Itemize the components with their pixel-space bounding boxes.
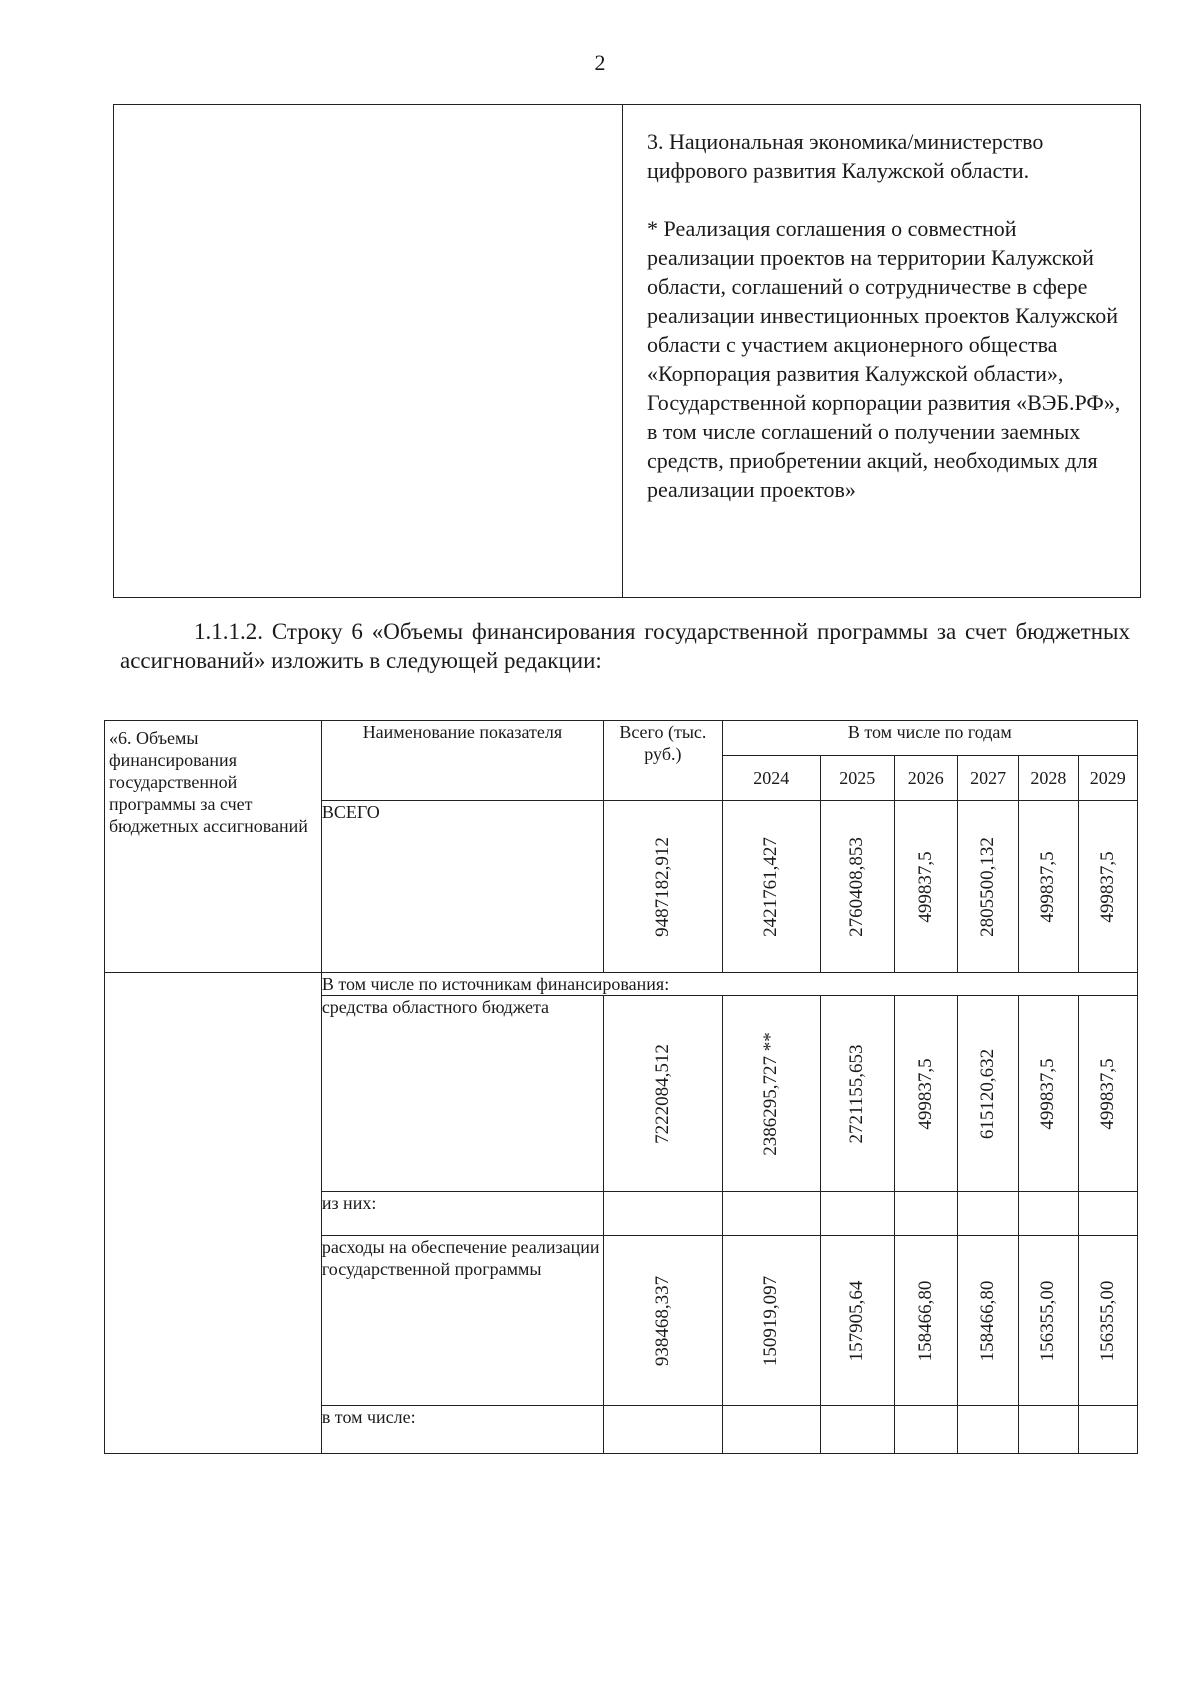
row-by-source: В том числе по источникам финансирования: bbox=[321, 973, 1137, 996]
cell-regional-2026: 499837,5 bbox=[894, 996, 957, 1192]
outer-label: «6. Объемы финансирования государственной программы за счет бюджетных ассигнований bbox=[105, 721, 322, 973]
cell-empty bbox=[957, 1192, 1018, 1236]
cell-regional-2025: 2721155,653 bbox=[820, 996, 894, 1192]
year-2024: 2024 bbox=[722, 756, 820, 801]
cell-total-2026: 499837,5 bbox=[894, 801, 957, 973]
header-total: Всего (тыс. руб.) bbox=[604, 721, 723, 801]
row-label-support-expenses: расходы на обеспечение реализации государственной программы bbox=[321, 1236, 603, 1406]
cell-empty bbox=[820, 1406, 894, 1454]
cell-regional-2028: 499837,5 bbox=[1019, 996, 1078, 1192]
cell-empty bbox=[820, 1192, 894, 1236]
header-indicator-name: Наименование показателя bbox=[321, 721, 603, 801]
cell-empty bbox=[604, 1192, 723, 1236]
top-table bbox=[113, 104, 1141, 598]
cell-regional-sum: 7222084,512 bbox=[604, 996, 723, 1192]
top-table-right-cell bbox=[623, 105, 1141, 598]
cell-empty bbox=[957, 1406, 1018, 1454]
cell-total-2025: 2760408,853 bbox=[820, 801, 894, 973]
amendment-text: 1.1.1.2. Строку 6 «Объемы финансирования государственной программы за счет бюджетных ассигнований» изложить в следующей редакции: bbox=[120, 619, 1130, 673]
cell-regional-2029: 499837,5 bbox=[1078, 996, 1137, 1192]
cell-empty bbox=[1078, 1406, 1137, 1454]
cell-support-sum: 938468,337 bbox=[604, 1236, 723, 1406]
cell-support-2025: 157905,64 bbox=[820, 1236, 894, 1406]
financing-table bbox=[104, 720, 1138, 1454]
year-2028: 2028 bbox=[1019, 756, 1078, 801]
cell-empty bbox=[1078, 1192, 1137, 1236]
cell-support-2027: 158466,80 bbox=[957, 1236, 1018, 1406]
cell-empty bbox=[722, 1192, 820, 1236]
cell-total-2029: 499837,5 bbox=[1078, 801, 1137, 973]
cell-empty bbox=[894, 1192, 957, 1236]
cell-regional-2024: 2386295,727 ** bbox=[722, 996, 820, 1192]
top-table-paragraph-2: * Реализация соглашения о совместной реализации проектов на территории Калужской области, соглашений о сотрудничестве в сфере реализации инвестиционных проектов Калужской области с участием акционерного общества «Корпорация развития Калужской области», Государственной корпорации развития «ВЭБ.РФ», в том числе соглашений о получении заемных средств, приобретении акций, необходимых для реализации проектов» bbox=[647, 216, 1121, 502]
cell-empty bbox=[1019, 1192, 1078, 1236]
year-2025: 2025 bbox=[820, 756, 894, 801]
year-2027: 2027 bbox=[957, 756, 1018, 801]
page-number: 2 bbox=[594, 50, 606, 75]
row-label-regional-budget: средства областного бюджета bbox=[321, 996, 603, 1192]
cell-empty bbox=[894, 1406, 957, 1454]
year-2029: 2029 bbox=[1078, 756, 1137, 801]
cell-support-2026: 158466,80 bbox=[894, 1236, 957, 1406]
cell-support-2028: 156355,00 bbox=[1019, 1236, 1078, 1406]
cell-total-2024: 2421761,427 bbox=[722, 801, 820, 973]
row-label-total: ВСЕГО bbox=[321, 801, 603, 973]
row-label-including: в том числе: bbox=[321, 1406, 603, 1454]
cell-regional-2027: 615120,632 bbox=[957, 996, 1018, 1192]
row-label-of-them: из них: bbox=[321, 1192, 603, 1236]
cell-support-2024: 150919,097 bbox=[722, 1236, 820, 1406]
cell-empty bbox=[1019, 1406, 1078, 1454]
cell-support-2029: 156355,00 bbox=[1078, 1236, 1137, 1406]
top-table-paragraph-1: 3. Национальная экономика/министерство цифрового развития Калужской области. bbox=[647, 129, 1044, 183]
cell-empty bbox=[604, 1406, 723, 1454]
outer-label-continuation bbox=[105, 973, 322, 1454]
cell-total-2027: 2805500,132 bbox=[957, 801, 1018, 973]
cell-total-2028: 499837,5 bbox=[1019, 801, 1078, 973]
year-2026: 2026 bbox=[894, 756, 957, 801]
header-by-years: В том числе по годам bbox=[722, 721, 1137, 756]
top-table-left-cell bbox=[114, 105, 623, 598]
cell-empty bbox=[722, 1406, 820, 1454]
cell-total-sum: 9487182,912 bbox=[604, 801, 723, 973]
